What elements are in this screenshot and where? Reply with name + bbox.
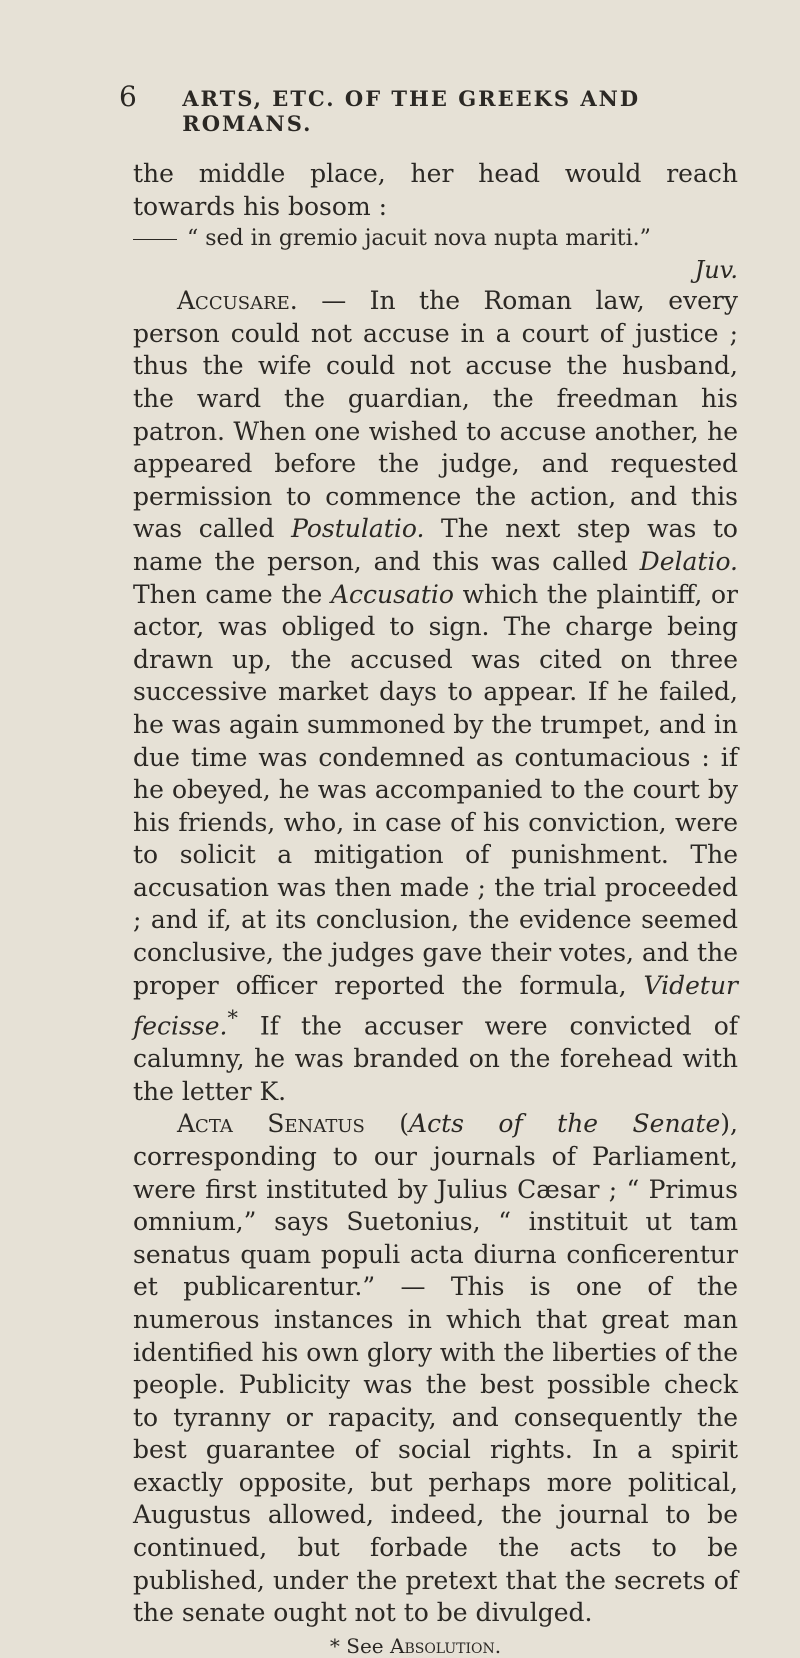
acta-italic: Acts of the Senate bbox=[409, 1109, 721, 1139]
acta-text-2: ), corresponding to our journals of Parliament, were first instituted by Julius Cæsar ; “ Primus omnium,” says Suetonius, “ instituit ut tam senatus quam populi acta diurna conficerentur et publicarentur.” — This is one of the numerous instances in which that great man identified his own glory with the liberties of the people. Publicity was the best possible check to tyranny or rapacity, and consequently the best guarantee of social rights. In a spirit exactly opposite, but perhaps more political, Augustus allowed, indeed, the journal to be continued, but forbade the acts to be published, under the pretext that the secrets of the senate ought not to be divulged. bbox=[133, 1109, 738, 1628]
videtur-formula: Videtur fecisse. bbox=[133, 970, 738, 1041]
accusare-text-5: If the accuser were convicted of calumny, he was branded on the forehead with the letter K. bbox=[133, 1011, 738, 1106]
body-text bbox=[133, 158, 738, 1630]
delatio-term: Delatio. bbox=[639, 546, 738, 576]
footnote-reference: Absolution. bbox=[390, 1633, 502, 1658]
footnote-see: See bbox=[346, 1633, 384, 1658]
footnote-marker: * bbox=[227, 1006, 238, 1031]
accusare-paragraph bbox=[133, 285, 738, 1108]
acta-paragraph bbox=[133, 1108, 738, 1630]
accusare-text-1: — In the Roman law, every person could not accuse in a court of justice ; thus the wife could not accuse the husband, the ward the guardian, the freedman his patron. When one wished to accuse another, he appeared before the judge, and requested permission to commence the action, and this was called bbox=[133, 286, 738, 544]
verse-quote bbox=[133, 223, 738, 255]
page-number: 6 bbox=[119, 80, 137, 113]
running-head bbox=[119, 80, 738, 136]
footnote-mark: * bbox=[329, 1633, 340, 1658]
acta-text-1: ( bbox=[364, 1109, 410, 1139]
accusatio-term: Accusatio bbox=[330, 579, 454, 609]
accusare-heading: Accusare. bbox=[177, 286, 298, 316]
postulatio-term: Postulatio. bbox=[291, 514, 425, 544]
accusare-text-4: which the plaintiff, or actor, was obliged to sign. The charge being drawn up, the accused was cited on three successive market days to appear. If he failed, he was again summoned by the trumpet, and in due time was condemned as contumacious : if he obeyed, he was accompanied to the court by his friends, who, in case of his conviction, were to solicit a mitigation of punishment. The accusation was then made ; the trial proceeded ; and if, at its conclusion, the evidence seemed conclusive, the judges gave their votes, and the proper officer reported the formula, bbox=[133, 579, 738, 1000]
quote-citation: Juv. bbox=[694, 256, 738, 285]
accusare-text-3: Then came the bbox=[133, 579, 331, 609]
accusare-text-2: The next step was to name the person, and this was called bbox=[133, 514, 738, 576]
intro-paragraph: the middle place, her head would reach towards his bosom : bbox=[133, 159, 738, 221]
quote-dash bbox=[133, 239, 177, 240]
acta-heading: Acta Senatus bbox=[177, 1109, 365, 1139]
quote-text: “ sed in gremio jacuit nova nupta mariti.” bbox=[187, 226, 651, 252]
footnote bbox=[133, 1634, 738, 1658]
running-head-title: ARTS, ETC. OF THE GREEKS AND ROMANS. bbox=[182, 86, 641, 136]
